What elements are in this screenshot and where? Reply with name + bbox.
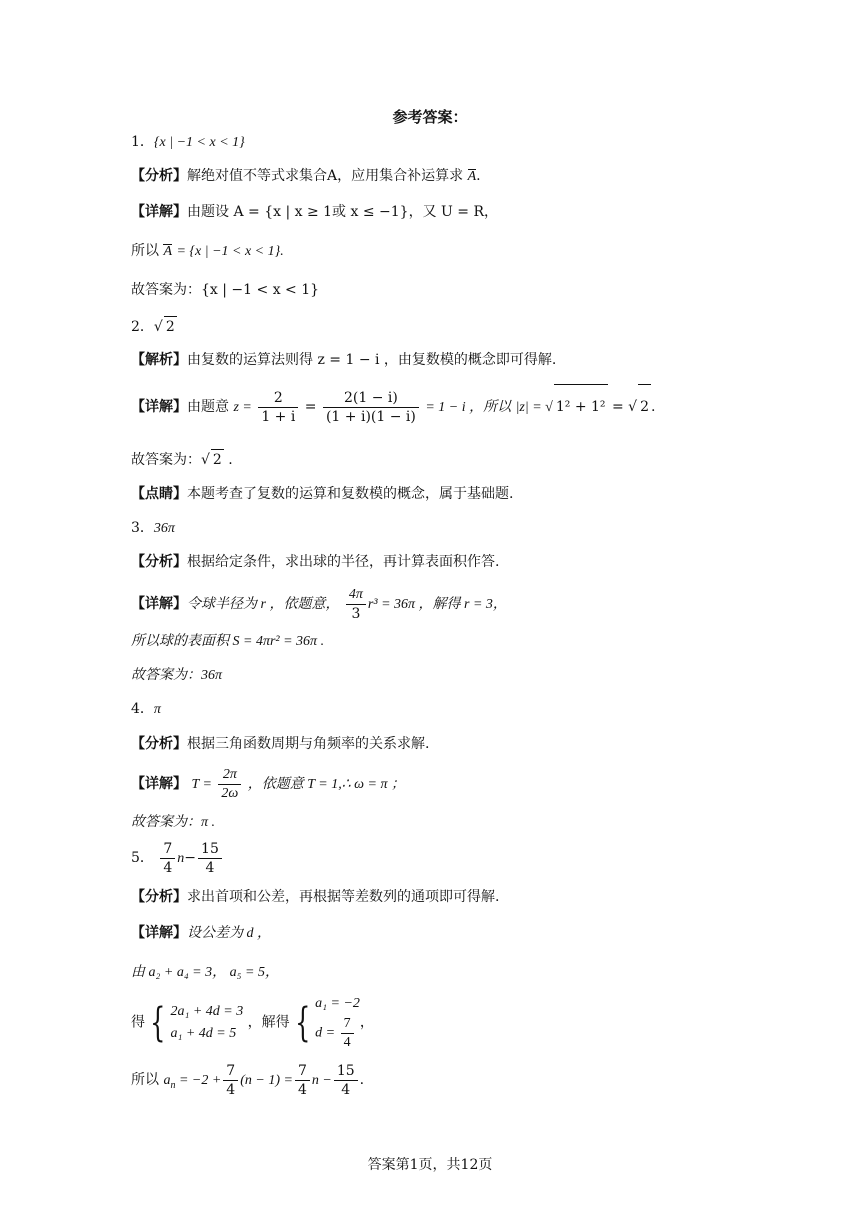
q4-final: 故答案为：π . — [131, 815, 216, 830]
q2-detail-tag: 【详解】 — [131, 399, 187, 415]
q1-answer: {x | −1 < x < 1} — [153, 135, 245, 150]
q2-analysis: 由复数的运算法则得 z = 1 − i ，由复数模的概念即可得解. — [187, 352, 557, 368]
q3-number: 3． — [131, 520, 154, 536]
q1-detail-line — [131, 202, 498, 222]
q5-detail-line — [131, 923, 271, 944]
q4-answer-line — [131, 699, 161, 720]
q1-number: 1． — [131, 134, 154, 150]
q5-analysis: 求出首项和公差，再根据等差数列的通项即可得解. — [187, 889, 500, 905]
q1-analysis-line: 【分析】解绝对值不等式求集合A，应用集合补运算求 A. — [131, 168, 481, 184]
q5-detail: 设公差为 d ， — [187, 926, 271, 941]
q1-detail: 由题设 A = {x | x ≥ 1或 x ≤ −1}，又 U = R， — [187, 204, 498, 220]
q2-analysis-line — [131, 350, 556, 370]
q1-detail2-line: 所以 A = {x | −1 < x < 1}. — [131, 243, 284, 259]
q2-analysis-tag: 【解析】 — [131, 352, 187, 368]
q5-number: 5． — [131, 850, 154, 866]
q3-answer: 36π — [153, 521, 175, 536]
q3-detail-line: 【详解】令球半径为 r ，依题意， $\frac{4\pi}{3}$ r³ = 36π ，解得 r = 3， — [131, 586, 507, 622]
q4-number: 4． — [131, 701, 154, 717]
q2-detail-line: 【详解】由题意 z = $\frac{2}{1 + i}$ = $\frac{2(1 - i)}{(1 + i)(1 - i)}$ = 1 − i ，所以 |z| = √ 1² + 1² = √ 2 . — [131, 384, 655, 430]
q2-final-line: 故答案为：√ 2 . — [131, 449, 233, 470]
q5-system-line: 得 { 2a₁ + 4d = 3 a₁ + 4d = 5 ，解得 { a₁ = −2 d = $\frac{7}{4}$ ， — [131, 996, 374, 1050]
q2-comment-tag: 【点睛】 — [131, 486, 187, 502]
q5-given-line — [131, 962, 279, 983]
q4-answer: π — [153, 702, 161, 717]
q5-given: 由 a₂ + a₄ = 3， a₅ = 5， — [131, 965, 279, 980]
q4-analysis-tag: 【分析】 — [131, 736, 187, 752]
q3-analysis-line — [131, 552, 499, 572]
q5-answer-line: 5． $\frac{7}{4}$ n− $\frac{15}{4}$ — [131, 838, 224, 879]
q4-analysis: 根据三角函数周期与角频率的关系求解. — [187, 736, 430, 752]
q5-analysis-line — [131, 887, 499, 907]
q2-number: 2． — [131, 319, 154, 335]
q3-detail2: 所以球的表面积 S = 4πr² = 36π . — [131, 634, 325, 649]
q5-conclusion-line: 所以 $a_n = -2$ + $\frac{7}{4}$ (n − 1) = $\frac{7}{4}$ n − $\frac{15}{4}$ . — [131, 1062, 365, 1098]
q3-final: 故答案为：36π — [131, 668, 223, 683]
q3-final-line — [131, 665, 222, 686]
q3-analysis: 根据给定条件，求出球的半径，再计算表面积作答. — [187, 554, 500, 570]
q1-answer-line — [131, 132, 245, 153]
q4-final-line — [131, 812, 215, 833]
page-title: 参考答案： — [392, 108, 468, 126]
q3-answer-line — [131, 518, 175, 539]
q4-detail-tag: 【详解】 — [131, 776, 187, 792]
q3-analysis-tag: 【分析】 — [131, 554, 187, 570]
q5-detail-tag: 【详解】 — [131, 925, 187, 941]
q2-answer-line: 2．√ 2 — [131, 316, 177, 337]
q1-analysis-tag: 【分析】 — [131, 168, 187, 184]
q1-final: 故答案为：{x | −1 < x < 1} — [131, 282, 320, 298]
q2-comment: 本题考查了复数的运算和复数模的概念，属于基础题. — [187, 486, 514, 502]
q3-detail-tag: 【详解】 — [131, 596, 187, 612]
q4-detail-line: 【详解】 T = $\frac{2\pi}{2\omega}$ ，依题意 T = 1,∴ ω = π ； — [131, 766, 405, 801]
q3-detail2-line — [131, 631, 324, 652]
page-footer: 答案第1页，共12页 — [367, 1157, 493, 1173]
q5-analysis-tag: 【分析】 — [131, 889, 187, 905]
q1-detail-tag: 【详解】 — [131, 204, 187, 220]
q2-comment-line — [131, 484, 513, 504]
q1-final-line — [131, 280, 319, 300]
q1-analysis: 解绝对值不等式求集合A，应用集合补运算求 — [187, 168, 464, 184]
q4-analysis-line — [131, 734, 429, 754]
